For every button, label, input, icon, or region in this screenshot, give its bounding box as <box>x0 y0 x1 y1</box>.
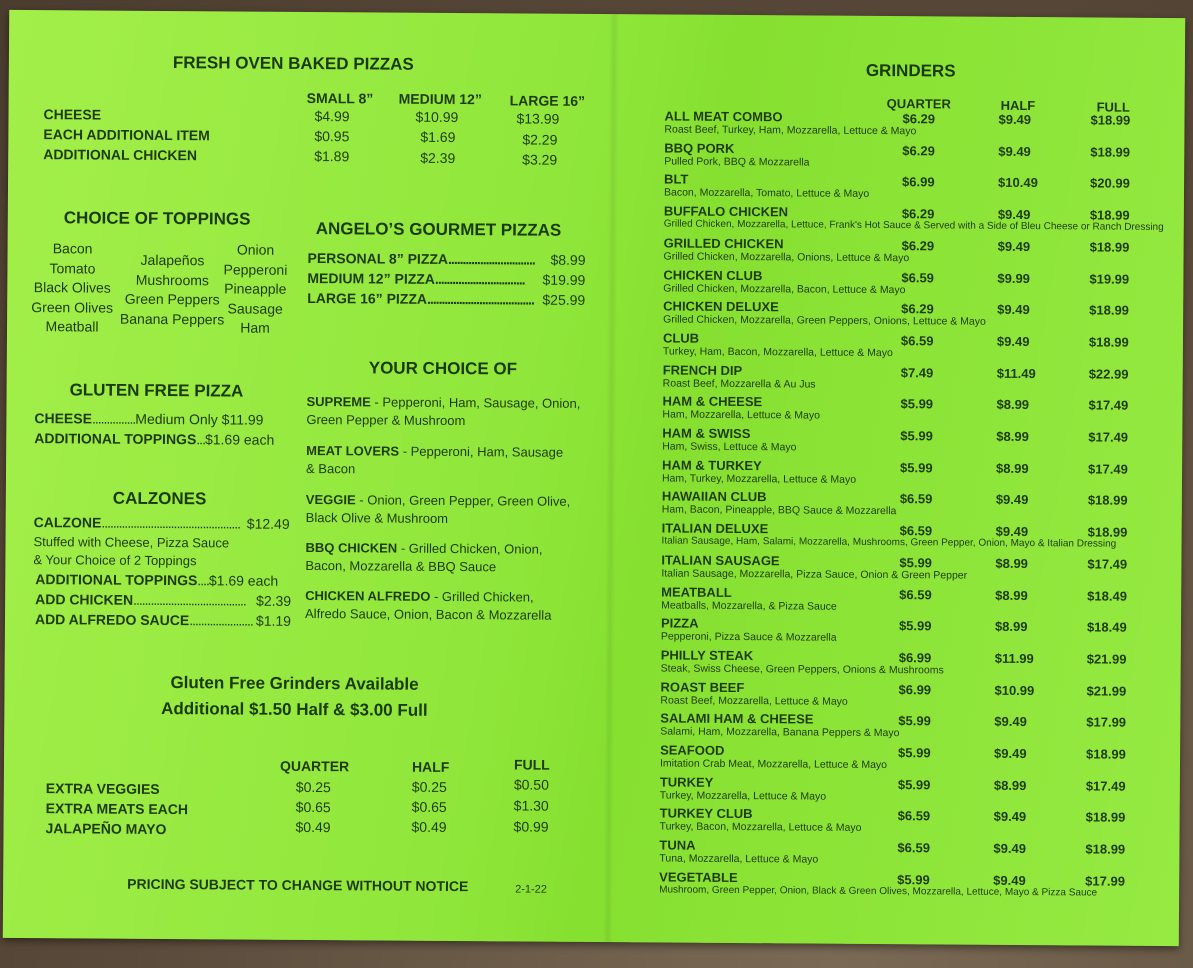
grinder-price: $6.99 <box>902 174 935 190</box>
choice-item <box>306 442 563 480</box>
grinder-desc: Ham, Bacon, Pineapple, BBQ Sauce & Mozzarella <box>661 503 897 518</box>
leader-dots: ... <box>196 431 206 448</box>
grinder-price: $18.99 <box>1090 112 1131 128</box>
grinder-price: $8.99 <box>996 460 1029 477</box>
grinder-price: $17.49 <box>1088 397 1129 413</box>
leader-dots: ................................................ <box>101 514 241 532</box>
grinder-price: $18.49 <box>1087 588 1128 604</box>
grinder-price: $11.49 <box>996 365 1036 382</box>
grinder-price: $9.49 <box>997 206 1031 223</box>
grinder-name: CHICKEN CLUB <box>663 267 763 284</box>
calzone-extra-row <box>35 611 291 629</box>
gourmet-row <box>307 290 585 308</box>
grinder-name: HAM & TURKEY <box>662 457 762 474</box>
grinder-desc: Italian Sausage, Mozzarella, Pizza Sauce, Onion & Green Pepper <box>661 567 968 582</box>
grinder-price: $9.49 <box>993 840 1027 857</box>
grinder-price: $5.99 <box>900 460 933 476</box>
topping-item: Banana Peppers <box>119 310 225 327</box>
grinder-desc: Grilled Chicken, Mozzarella, Onions, Lettuce & Mayo <box>663 250 910 265</box>
choice-item-desc: - Pepperoni, Ham, Sausage, Onion, <box>370 394 581 411</box>
grinder-price: $6.29 <box>901 238 935 254</box>
pizza-row-name: CHEESE <box>43 106 102 123</box>
grinder-price: $18.99 <box>1085 841 1126 857</box>
grinder-name: VEGETABLE <box>659 869 738 886</box>
topping-item: Pineapple <box>224 280 287 297</box>
size-medium-header: MEDIUM 12” <box>398 90 482 108</box>
pizza-row-price: $1.89 <box>314 148 350 165</box>
grinder-name: BUFFALO CHICKEN <box>663 203 789 220</box>
grinder-desc: Grilled Chicken, Mozzarella, Green Peppers, Onions, Lettuce & Mayo <box>663 313 986 328</box>
grinder-price: $21.99 <box>1086 651 1127 667</box>
grinder-price: $17.49 <box>1088 461 1128 477</box>
grinder-price: $5.99 <box>900 428 933 444</box>
grinder-desc: Grilled Chicken, Mozzarella, Lettuce, Frank's Hot Sauce & Served with a Side of Bleu Cheese or Ranch Dressing <box>663 218 1164 233</box>
grinder-desc: Turkey, Mozzarella, Lettuce & Mayo <box>659 789 827 803</box>
choice-item <box>305 539 542 577</box>
pizza-row-price: $2.29 <box>522 131 558 148</box>
grinder-name: HAWAIIAN CLUB <box>661 488 767 505</box>
grinder-price: $18.99 <box>1089 207 1130 223</box>
grinder-price: $6.29 <box>902 111 936 127</box>
grinder-price: $9.49 <box>994 745 1027 762</box>
extras-row-price: $0.65 <box>411 798 447 815</box>
calzone-desc-line: & Your Choice of 2 Toppings <box>33 552 197 569</box>
gluten-free-title: GLUTEN FREE PIZZA <box>69 380 244 401</box>
pizza-row-price: $3.29 <box>522 151 558 168</box>
size-large-header: LARGE 16” <box>509 92 586 109</box>
leader-dots: ..................................... <box>426 290 535 308</box>
grinders-header-full: FULL <box>1096 99 1130 115</box>
gluten-cheese-row <box>34 410 263 428</box>
grinder-name: CLUB <box>662 330 700 346</box>
pizza-row-price: $13.99 <box>516 110 560 127</box>
grinder-name: PIZZA <box>660 615 699 631</box>
gourmet-row-price: $19.99 <box>542 271 586 288</box>
pizza-row-price: $4.99 <box>314 108 350 125</box>
grinder-price: $21.99 <box>1086 683 1127 699</box>
extras-row-price: $0.49 <box>295 818 331 836</box>
toppings-column-1 <box>27 239 118 337</box>
gourmet-row <box>307 270 585 288</box>
grinder-desc: Imitation Crab Meat, Mozzarella, Lettuce & Mayo <box>659 757 888 772</box>
grinder-price: $6.29 <box>901 301 934 317</box>
grinder-price: $8.99 <box>996 428 1029 445</box>
calzone-extra-price: $1.19 <box>255 612 292 629</box>
grinder-price: $6.99 <box>898 650 932 666</box>
grinder-name: HAM & SWISS <box>662 425 751 442</box>
grinders-title: GRINDERS <box>865 60 956 81</box>
pricing-notice: PRICING SUBJECT TO CHANGE WITHOUT NOTICE <box>127 875 469 895</box>
grinder-name: ALL MEAT COMBO <box>664 108 783 125</box>
calzones-title: CALZONES <box>112 488 207 509</box>
leader-dots: .............................. <box>448 250 535 268</box>
grinder-price: $9.49 <box>996 333 1030 350</box>
grinder-desc: Pulled Pork, BBQ & Mozzarella <box>664 155 810 169</box>
calzone-extra-name: ADDITIONAL TOPPINGS <box>35 571 198 589</box>
grinder-price: $17.49 <box>1088 429 1129 445</box>
pizza-row-price: $2.39 <box>420 149 456 167</box>
print-date: 2-1-22 <box>515 883 547 896</box>
pizza-row-price: $10.99 <box>415 108 459 126</box>
grinder-price: $9.49 <box>994 713 1027 730</box>
calzone-extra-price: $2.39 <box>256 592 292 609</box>
grinder-price: $5.99 <box>898 713 931 729</box>
calzone-extra-name: ADD CHICKEN <box>35 591 134 608</box>
pizza-row-name: EACH ADDITIONAL ITEM <box>43 126 210 144</box>
calzone-desc-line: Stuffed with Cheese, Pizza Sauce <box>33 534 230 551</box>
gluten-toppings-price: $1.69 each <box>204 431 275 448</box>
grinder-price: $9.49 <box>993 872 1026 889</box>
menu-sheet <box>3 10 1185 946</box>
grinder-price: $6.59 <box>900 333 934 349</box>
choice-item-desc: - Onion, Green Pepper, Green Olive, <box>355 492 571 509</box>
center-fold <box>603 14 619 942</box>
calzone-price: $12.49 <box>246 515 290 532</box>
grinder-price: $18.99 <box>1090 144 1131 160</box>
grinder-name: ROAST BEEF <box>660 679 745 696</box>
grinder-desc: Roast Beef, Turkey, Ham, Mozzarella, Lettuce & Mayo <box>664 123 917 138</box>
extras-row-price: $0.25 <box>295 778 331 796</box>
grinder-desc: Mushroom, Green Pepper, Onion, Black & Green Olives, Mozzarella, Lettuce, Mayo & Pizza Sauce <box>659 884 1098 899</box>
grinder-desc: Grilled Chicken, Mozzarella, Bacon, Lettuce & Mayo <box>663 282 906 297</box>
topping-item: Green Peppers <box>124 290 220 308</box>
gluten-toppings-row <box>34 430 274 448</box>
grinder-name: FRENCH DIP <box>662 362 743 379</box>
grinder-price: $8.99 <box>995 555 1029 572</box>
grinder-price: $9.49 <box>995 491 1029 508</box>
grinders-header-quarter: QUARTER <box>886 96 951 112</box>
toppings-column-2 <box>117 251 228 330</box>
grinder-price: $9.49 <box>997 238 1031 255</box>
gourmet-title: ANGELO’S GOURMET PIZZAS <box>315 219 562 240</box>
grinder-name: BLT <box>664 171 689 187</box>
grinder-name: TURKEY CLUB <box>659 805 753 822</box>
choice-title: YOUR CHOICE OF <box>368 358 518 379</box>
gf-grinders-line: Gluten Free Grinders Available <box>170 673 419 694</box>
grinder-desc: Meatballs, Mozzarella, & Pizza Sauce <box>661 599 837 613</box>
grinder-price: $6.59 <box>899 491 933 507</box>
grinder-name: HAM & CHEESE <box>662 393 763 410</box>
grinder-price: $9.49 <box>998 111 1032 128</box>
extras-row-price: $1.30 <box>513 797 549 814</box>
extras-row-price: $0.65 <box>295 798 331 816</box>
gourmet-row-name: MEDIUM 12” PIZZA <box>307 269 436 287</box>
grinder-desc: Steak, Swiss Cheese, Green Peppers, Onions & Mushrooms <box>660 662 944 677</box>
grinder-price: $8.99 <box>995 587 1028 604</box>
grinder-name: PHILLY STEAK <box>660 647 754 664</box>
extras-row-name: EXTRA VEGGIES <box>45 780 160 797</box>
topping-item: Ham <box>240 319 270 336</box>
toppings-title: CHOICE OF TOPPINGS <box>63 208 251 229</box>
leader-dots: ....................................... <box>133 591 246 609</box>
topping-item: Sausage <box>227 299 283 317</box>
grinder-desc: Pepperoni, Pizza Sauce & Mozzarella <box>660 630 837 644</box>
grinder-price: $17.49 <box>1085 778 1126 794</box>
pizza-row-price: $0.95 <box>314 128 350 145</box>
grinder-desc: Roast Beef, Mozzarella, Lettuce & Mayo <box>660 694 848 708</box>
grinder-price: $18.49 <box>1086 619 1127 635</box>
choice-item-name: SUPREME <box>306 393 371 410</box>
gluten-toppings-name: ADDITIONAL TOPPINGS <box>34 430 197 448</box>
choice-item-name: VEGGIE <box>305 491 356 508</box>
calzone-extra-price: $1.69 each <box>208 572 279 589</box>
grinder-price: $6.29 <box>901 206 935 222</box>
calzone-name: CALZONE <box>33 514 102 531</box>
grinder-name: TUNA <box>659 837 696 853</box>
grinder-price: $5.99 <box>898 618 932 634</box>
extras-row-name: EXTRA MEATS EACH <box>45 800 189 818</box>
calzone-extra-name: ADD ALFREDO SAUCE <box>34 611 190 629</box>
grinder-price: $6.59 <box>899 523 933 539</box>
grinder-desc: Bacon, Mozzarella, Tomato, Lettuce & Mayo <box>663 186 870 200</box>
grinder-price: $11.99 <box>994 650 1034 667</box>
grinder-price: $8.99 <box>993 777 1027 794</box>
grinder-desc: Salami, Ham, Mozzarella, Banana Peppers & Mayo <box>660 725 900 740</box>
leader-dots: ............... <box>91 410 136 427</box>
grinder-name: MEATBALL <box>661 584 732 600</box>
gourmet-row-name: PERSONAL 8” PIZZA <box>307 249 449 267</box>
grinder-price: $5.99 <box>899 555 933 571</box>
choice-item <box>305 587 552 625</box>
topping-item: Tomato <box>49 259 96 277</box>
grinder-name: ITALIAN DELUXE <box>661 520 769 537</box>
calzone-extra-row <box>35 571 291 589</box>
extras-row-price: $0.25 <box>411 778 447 795</box>
choice-item-desc: - Pepperoni, Ham, Sausage <box>399 443 564 460</box>
size-small-header: SMALL 8” <box>306 89 374 107</box>
choice-item <box>306 393 580 431</box>
grinder-price: $17.99 <box>1086 714 1127 730</box>
grinder-price: $8.99 <box>996 396 1030 413</box>
grinder-price: $18.99 <box>1086 746 1126 762</box>
grinder-price: $9.49 <box>997 301 1030 318</box>
choice-item-name: CHICKEN ALFREDO <box>305 587 431 604</box>
grinder-price: $17.99 <box>1085 873 1126 889</box>
topping-item: Green Olives <box>31 298 114 316</box>
grinder-name: ITALIAN SAUSAGE <box>661 552 780 569</box>
grinder-price: $7.49 <box>900 365 934 381</box>
grinder-price: $5.99 <box>898 745 931 761</box>
leader-dots: ............................... <box>434 270 525 288</box>
leader-dots: ...................... <box>189 612 253 629</box>
grinder-desc: Ham, Mozzarella, Lettuce & Mayo <box>662 408 821 422</box>
grinder-price: $9.49 <box>998 143 1031 160</box>
choice-item-name: BBQ CHICKEN <box>305 539 398 556</box>
grinder-name: SALAMI HAM & CHEESE <box>660 710 814 727</box>
gluten-cheese-desc: Medium Only <box>135 410 218 428</box>
grinder-price: $18.99 <box>1088 334 1129 350</box>
grinder-price: $6.59 <box>897 808 931 824</box>
grinder-price: $9.99 <box>997 270 1031 287</box>
extras-row-name: JALAPEÑO MAYO <box>45 820 167 838</box>
topping-item: Pepperoni <box>223 260 288 278</box>
gluten-cheese-price: $11.99 <box>221 411 264 428</box>
grinder-price: $18.99 <box>1085 809 1126 825</box>
calzone-row <box>34 514 290 532</box>
grinder-price: $5.99 <box>900 396 934 412</box>
grinder-price: $9.49 <box>995 523 1029 540</box>
gourmet-row-name: LARGE 16” PIZZA <box>307 289 428 307</box>
choice-item-desc: Black Olive & Mushroom <box>305 509 449 526</box>
grinder-price: $10.49 <box>998 174 1038 191</box>
grinder-price: $10.99 <box>994 682 1035 699</box>
grinder-price: $18.99 <box>1087 492 1128 508</box>
grinder-price: $18.99 <box>1087 524 1128 540</box>
grinder-desc: Ham, Swiss, Lettuce & Mayo <box>662 440 797 454</box>
choice-item-desc: & Bacon <box>306 460 356 477</box>
grinder-price: $6.59 <box>897 840 931 856</box>
grinder-desc: Italian Sausage, Ham, Salami, Mozzarella, Mushrooms, Green Pepper, Onion, Mayo & Italian Dressing <box>661 535 1117 550</box>
grinder-price: $6.99 <box>898 682 932 698</box>
grinder-price: $9.49 <box>993 808 1027 825</box>
grinder-price: $22.99 <box>1088 366 1129 382</box>
grinder-price: $18.99 <box>1089 239 1130 255</box>
grinder-desc: Tuna, Mozzarella, Lettuce & Mayo <box>659 852 819 866</box>
grinder-desc: Roast Beef, Mozzarella & Au Jus <box>662 377 816 391</box>
choice-item-desc: - Grilled Chicken, <box>430 588 534 605</box>
choice-item-name: MEAT LOVERS <box>306 442 400 459</box>
pizzas-title: FRESH OVEN BAKED PIZZAS <box>172 53 414 74</box>
calzone-extra-row <box>35 591 291 609</box>
grinder-name: CHICKEN DELUXE <box>663 298 779 315</box>
grinder-price: $8.99 <box>994 618 1028 635</box>
gluten-cheese-name: CHEESE <box>34 410 93 427</box>
grinder-desc: Turkey, Bacon, Mozzarella, Lettuce & Mayo <box>659 820 862 834</box>
choice-item <box>306 491 571 529</box>
grinder-name: SEAFOOD <box>660 742 725 758</box>
gf-grinders-line: Additional $1.50 Half & $3.00 Full <box>161 698 428 720</box>
gourmet-row <box>307 250 585 268</box>
leader-dots: .... <box>197 572 209 589</box>
grinder-price: $5.99 <box>897 872 930 888</box>
grinder-desc: Ham, Turkey, Mozzarella, Lettuce & Mayo <box>661 472 857 486</box>
pizza-row-name: ADDITIONAL CHICKEN <box>43 146 198 164</box>
grinder-price: $20.99 <box>1090 175 1130 191</box>
extras-row-price: $0.99 <box>513 818 549 835</box>
grinder-price: $6.59 <box>899 587 932 603</box>
gourmet-row-price: $8.99 <box>550 251 586 268</box>
grinder-price: $6.59 <box>901 270 935 286</box>
grinder-price: $5.99 <box>897 777 931 793</box>
extras-header: HALF <box>411 758 450 775</box>
grinder-name: TURKEY <box>659 774 714 790</box>
choice-item-desc: Green Pepper & Mushroom <box>306 411 466 429</box>
pizza-row-price: $1.69 <box>420 128 456 146</box>
grinder-name: GRILLED CHICKEN <box>663 235 784 252</box>
choice-item-desc: Alfredo Sauce, Onion, Bacon & Mozzarella <box>304 605 552 623</box>
grinder-desc: Turkey, Ham, Bacon, Mozzarella, Lettuce & Mayo <box>662 345 893 360</box>
extras-header: FULL <box>513 756 550 773</box>
topping-item: Onion <box>236 241 275 258</box>
extras-row-price: $0.49 <box>411 818 447 835</box>
topping-item: Bacon <box>52 240 93 257</box>
gourmet-row-price: $25.99 <box>542 291 586 308</box>
grinder-price: $6.29 <box>902 143 935 159</box>
extras-row-price: $0.50 <box>513 776 549 793</box>
topping-item: Meatball <box>45 318 99 335</box>
extras-header: QUARTER <box>279 757 350 775</box>
grinders-header-half: HALF <box>1000 97 1036 114</box>
grinder-price: $18.99 <box>1089 302 1130 318</box>
topping-item: Mushrooms <box>135 271 209 288</box>
toppings-column-3 <box>215 240 296 338</box>
grinder-price: $19.99 <box>1089 271 1130 287</box>
topping-item: Black Olives <box>33 279 111 296</box>
choice-item-desc: - Grilled Chicken, Onion, <box>397 540 543 557</box>
grinder-price: $17.49 <box>1087 556 1128 572</box>
choice-item-desc: Bacon, Mozzarella & BBQ Sauce <box>305 557 497 575</box>
grinder-name: BBQ PORK <box>664 140 735 156</box>
topping-item: Jalapeños <box>140 251 205 269</box>
